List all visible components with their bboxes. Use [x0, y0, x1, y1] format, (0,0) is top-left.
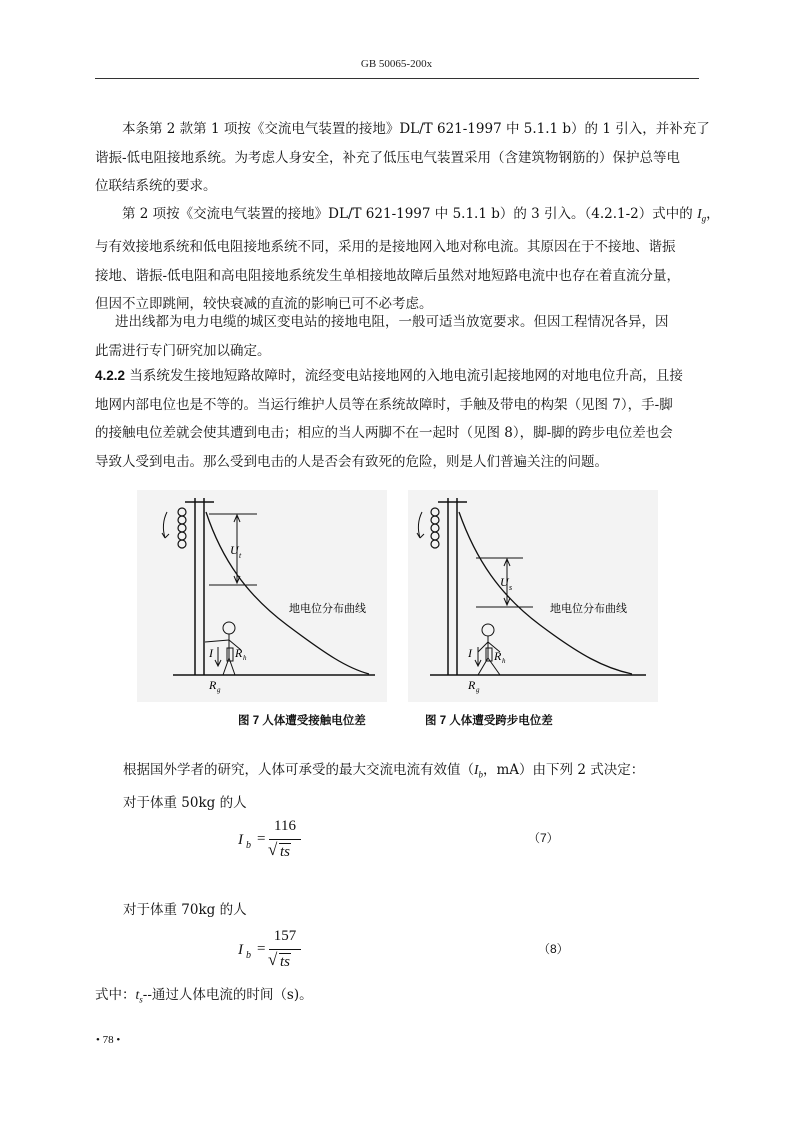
rg-label: R [468, 678, 476, 692]
paragraph-1-line-2: 谐振-低电阻接地系统。为考虑人身安全，补充了低压电气装置采用（含建筑物钢筋的）保护总等电 [95, 149, 681, 166]
paragraph-3-line-2: 此需进行专门研究加以确定。 [95, 342, 271, 359]
paragraph-4-line-4: 导致人受到电击。那么受到电击的人是否会有致死的危险，则是人们普遍关注的问题。 [95, 453, 608, 470]
i-label: I [468, 646, 472, 660]
paragraph-4-line-2: 地网内部电位也是不等的。当运行维护人员等在系统故障时，手触及带电的构架（见图 7），手-脚 [95, 396, 673, 413]
figure-caption-right: 图 7 人体遭受跨步电位差 [425, 715, 553, 727]
potential-curve [459, 512, 632, 674]
paragraph-3-line-1: 进出线都为电力电缆的城区变电站的接地电阻，一般可适当放宽要求。但因工程情况各异，因 [115, 314, 669, 330]
current-arrow-icon [417, 512, 424, 538]
r-sub: h [502, 657, 506, 665]
paragraph-6-line-1: 对于体重 70kg 的人 [123, 902, 247, 918]
curve-label: 地电位分布曲线 [550, 603, 627, 615]
rg-sub: g [217, 686, 221, 694]
u-label: U [500, 575, 509, 589]
page-number: • 78 • [96, 1034, 121, 1046]
potential-curve [206, 512, 369, 674]
equation-number-7: （7） [528, 831, 559, 845]
paragraph-5-line-2: 对于体重 50kg 的人 [123, 795, 247, 812]
figure-step-voltage [408, 490, 658, 702]
figure-step-voltage-drawing [408, 490, 658, 702]
paragraph-7 [95, 981, 699, 1014]
paragraph-2 [95, 200, 720, 319]
u-label: U [230, 543, 239, 557]
paragraph-4 [95, 362, 699, 476]
paragraph-2-line-2: 与有效接地系统和低电阻接地系统不同，采用的是接地网入地对称电流。其原因在于不接地、谐振 [95, 239, 676, 256]
paragraph-1-line-3: 位联结系统的要求。 [95, 178, 217, 194]
sqrt-icon: √ [268, 950, 278, 969]
r-label: R [235, 646, 243, 660]
figure-touch-voltage [137, 490, 387, 702]
insulator-icon [178, 508, 186, 548]
r-label: R [494, 649, 502, 663]
curve-label: 地电位分布曲线 [289, 603, 366, 615]
equation-number-8: （8） [538, 942, 569, 956]
paragraph-1-line-1: 本条第 2 款第 1 项按《交流电气装置的接地》DL/T 621-1997 中 5.1.1 b）的 1 引入，并补充了 [122, 121, 710, 137]
rg-sub: g [476, 686, 480, 694]
paragraph-3 [95, 308, 699, 365]
paragraph-1 [95, 115, 710, 201]
current-arrow-icon [162, 512, 169, 538]
figure-caption-left: 图 7 人体遭受接触电位差 [238, 715, 366, 727]
u-sub: t [239, 551, 242, 560]
paragraph-6 [95, 896, 699, 925]
paragraph-5 [95, 756, 699, 818]
clause-number: 4.2.2 [95, 368, 126, 383]
paragraph-2-line-3: 接地、谐振-低电阻和高电阻接地系统发生单相接地故障后虽然对地短路电流中也存在着直流分量， [95, 267, 681, 284]
paragraph-2-line-4: 但因不立即跳闸，较快衰减的直流的影响已可不必考虑。 [95, 296, 433, 313]
header-rule [95, 78, 699, 79]
formula-8: I b = 157 √ ts [238, 928, 358, 978]
paragraph-2-line-1: 第 2 项按《交流电气装置的接地》DL/T 621-1997 中 5.1.1 b）的 3 引入。（4.2.1-2）式中的 $I_g$， [122, 206, 720, 224]
insulator-icon [431, 508, 439, 548]
paragraph-7-line-1: 式中：$t_s--$通过人体电流的时间（s)。 [95, 987, 313, 1005]
page-header: GB 50065-200x [360, 58, 433, 70]
paragraph-4-line-1: 4.2.2 当系统发生接地短路故障时，流经变电站接地网的入地电流引起接地网的对地电位升高，且接 [95, 368, 683, 384]
r-sub: h [243, 654, 247, 662]
u-sub: s [509, 583, 513, 592]
paragraph-4-line-3: 的接触电位差就会使其遭到电击；相应的当人两脚不在一起时（见图 8），脚-脚的跨步电位差也会 [95, 425, 673, 441]
sqrt-icon: √ [268, 840, 278, 859]
figure-touch-voltage-drawing [137, 490, 387, 702]
i-label: I [209, 646, 213, 660]
formula-7: I b = 116 √ ts [238, 818, 358, 868]
paragraph-5-line-1: 根据国外学者的研究，人体可承受的最大交流电流有效值（$I_b$，mA）由下列 2 式决定： [123, 762, 645, 780]
rg-label: R [209, 678, 217, 692]
